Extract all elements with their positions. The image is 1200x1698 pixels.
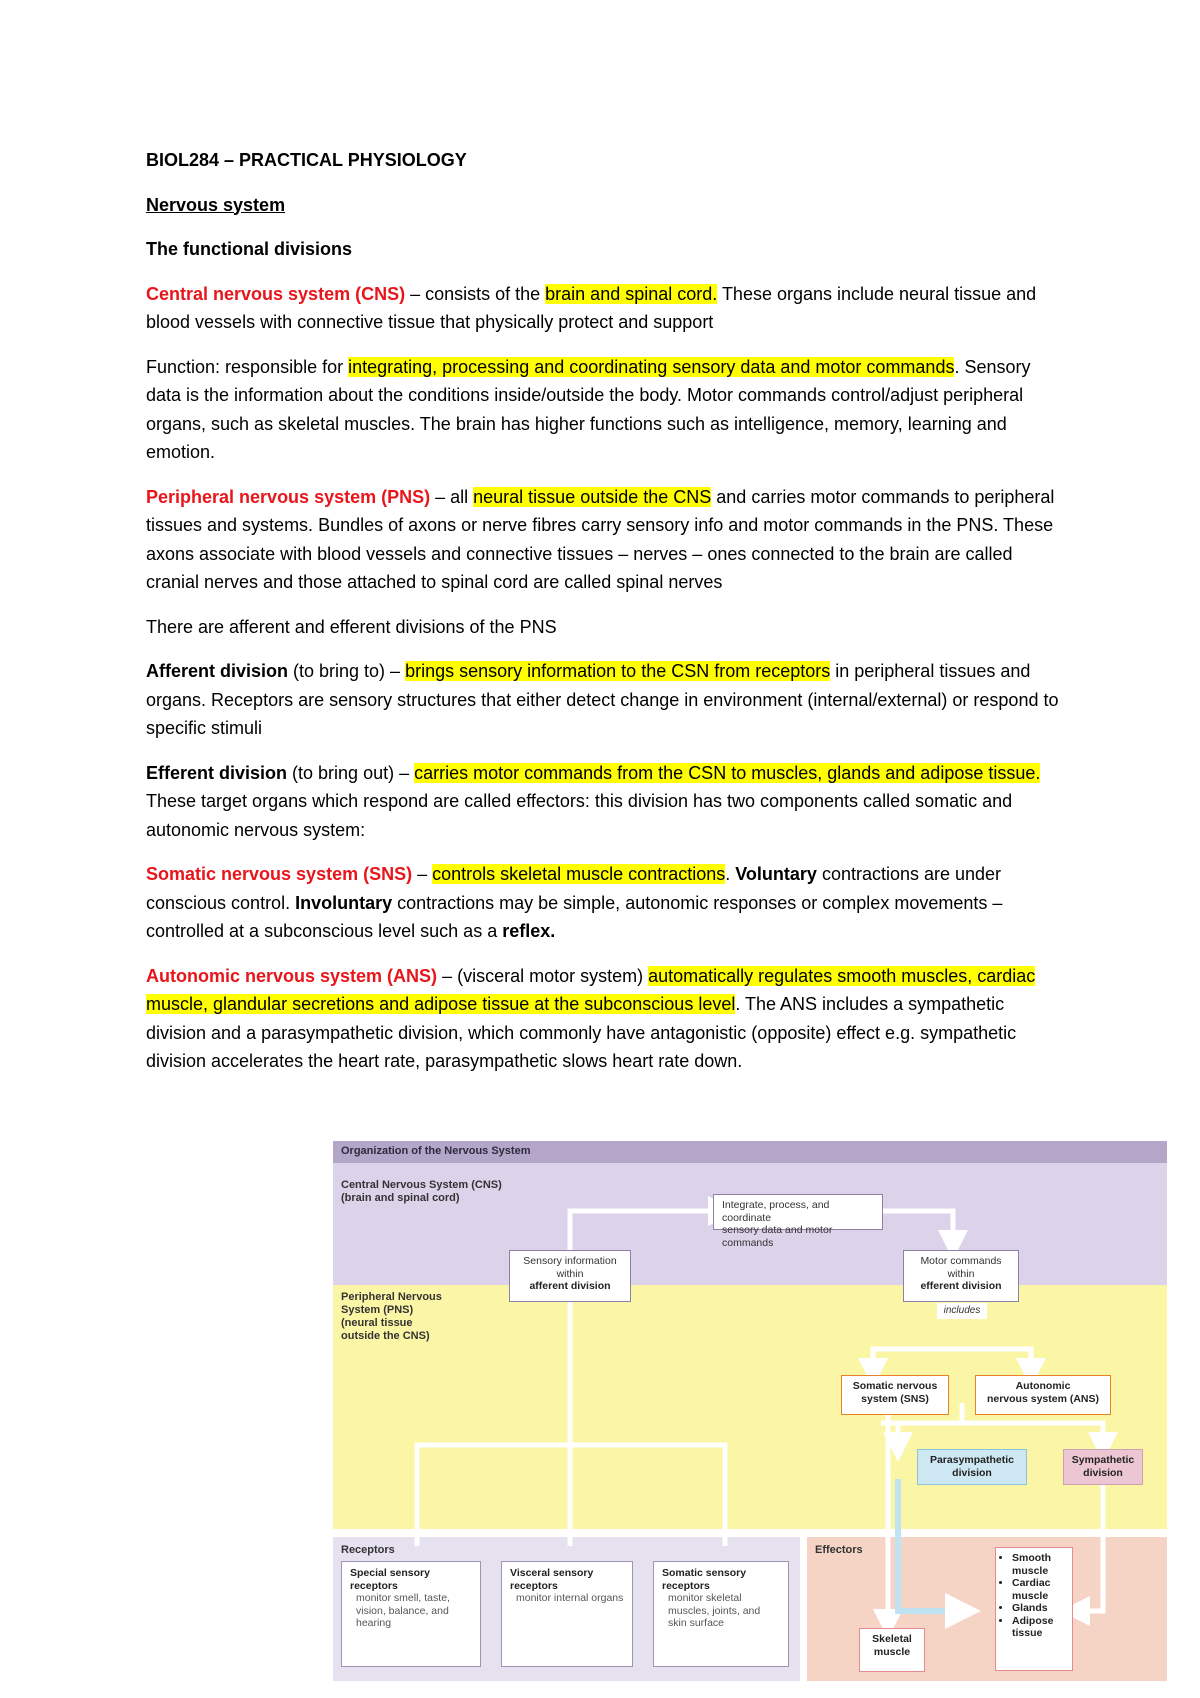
visceral-title-line-2: receptors: [510, 1579, 558, 1592]
effectors-label: Effectors: [815, 1544, 863, 1556]
integrate-line-1: Integrate, process, and coordinate: [722, 1199, 830, 1224]
skeletal-line-1: Skeletal: [872, 1633, 912, 1645]
effectors-list: [1002, 1552, 1066, 1640]
special-desc: monitor smell, taste, vision, balance, and hearing: [356, 1592, 450, 1629]
sensory-line-2: within: [556, 1267, 584, 1280]
sym-line-2: division: [1083, 1466, 1123, 1479]
paragraph-cns: Central nervous system (CNS) – consists of the brain and spinal cord. These organs include neural tissue and blood vessels with connective tissue that physically protect and support: [146, 283, 1037, 332]
effectors-list-box: [995, 1547, 1073, 1671]
somatic-ns-box: [841, 1375, 949, 1415]
subsection-title: The functional divisions: [146, 239, 353, 259]
cns-label: [341, 1179, 502, 1205]
sympathetic-box: [1063, 1449, 1143, 1485]
parasympathetic-box: [917, 1449, 1027, 1485]
somaticr-desc: monitor skeletal muscles, joints, and skin surface: [668, 1592, 761, 1629]
paragraph-function: Function: responsible for integrating, processing and coordinating sensory data and motor commands. Sensory data is the information about the conditions inside/outside the body. Motor commands control/adjust peripheral organs, such as skeletal muscles. The brain has higher functions such as intelligence, memory, learning and emotion.: [146, 356, 1031, 462]
visceral-desc: monitor internal organs: [516, 1592, 624, 1604]
integrate-line-2: sensory data and motor commands: [722, 1224, 833, 1249]
special-title-line-2: receptors: [350, 1579, 398, 1592]
sym-line-1: Sympathetic: [1071, 1454, 1135, 1466]
special-title-line-1: Special sensory: [350, 1567, 430, 1579]
skeletal-muscle-box: [859, 1628, 925, 1672]
sensory-line-1: Sensory information: [523, 1255, 617, 1267]
somaticr-title-line-2: receptors: [662, 1579, 710, 1592]
parasym-line-2: division: [952, 1466, 992, 1479]
section-title: Nervous system: [146, 194, 286, 215]
diagram-title: Organization of the Nervous System: [341, 1145, 531, 1157]
pns-label-line-4: outside the CNS): [341, 1330, 430, 1342]
cns-label-line-2: (brain and spinal cord): [341, 1192, 460, 1204]
motor-commands-box: [903, 1250, 1019, 1302]
motor-line-3: efferent division: [920, 1280, 1002, 1292]
document-body: [146, 146, 1066, 1092]
paragraph-efferent: Efferent division (to bring out) – carries motor commands from the CSN to muscles, glands and adipose tissue. These target organs which respond are called effectors: this division has two components called somatic and autonomic nervous system:: [146, 762, 1041, 840]
autonomic-ns-box: [975, 1375, 1111, 1415]
paragraph-afferent: Afferent division (to bring to) – brings sensory information to the CSN from receptors in peripheral tissues and organs. Receptors are sensory structures that either detect change in environment (internal/external) or respond to specific stimuli: [146, 661, 1059, 738]
paragraph-ans: Autonomic nervous system (ANS) – (visceral motor system) automatically regulates smooth muscles, cardiac muscle, glandular secretions and adipose tissue at the subconscious level. The ANS includes a sympathetic division and a parasympathetic division, which commonly have antagonistic (opposite) effect e.g. sympathetic division accelerates the heart rate, parasympathetic slows heart rate down.: [146, 965, 1036, 1071]
skeletal-line-2: muscle: [873, 1645, 911, 1658]
effector-item: • Glands: [1012, 1602, 1066, 1615]
nervous-system-diagram: [333, 1141, 1167, 1681]
paragraph-divisions: There are afferent and efferent divisions of the PNS: [146, 616, 557, 637]
somatic-line-2: system (SNS): [861, 1392, 929, 1405]
paragraph-pns: Peripheral nervous system (PNS) – all neural tissue outside the CNS and carries motor commands to peripheral tissues and systems. Bundles of axons or nerve fibres carry sensory info and motor commands in the PNS. These axons associate with blood vessels and connective tissues – nerves – ones connected to the brain are called cranial nerves and those attached to spinal cord are called spinal nerves: [146, 486, 1055, 592]
course-title: BIOL284 – PRACTICAL PHYSIOLOGY: [146, 150, 467, 170]
cns-label-line-1: Central Nervous System (CNS): [341, 1179, 502, 1191]
includes-label: includes: [937, 1303, 987, 1319]
autonomic-line-1: Autonomic: [1015, 1380, 1071, 1392]
somatic-line-1: Somatic nervous: [852, 1380, 938, 1392]
sensory-line-3: afferent division: [529, 1280, 611, 1292]
special-receptors-box: [341, 1561, 481, 1667]
pns-label: [341, 1291, 442, 1343]
parasym-line-1: Parasympathetic: [929, 1454, 1015, 1466]
integrate-box: [713, 1194, 883, 1249]
paragraph-sns: Somatic nervous system (SNS) – controls skeletal muscle contractions. Voluntary contractions are under conscious control. Involuntary contractions may be simple, autonomic responses or complex movements – controlled at a subconscious level such as a reflex.: [146, 864, 1003, 941]
somaticr-title-line-1: Somatic sensory: [662, 1567, 747, 1579]
motor-line-1: Motor commands: [920, 1255, 1002, 1267]
pns-label-line-3: (neural tissue: [341, 1317, 413, 1329]
receptors-label: Receptors: [341, 1544, 395, 1556]
visceral-title-line-1: Visceral sensory: [510, 1567, 594, 1579]
effector-item: • Cardiac muscle: [1012, 1577, 1066, 1602]
effector-item: • Smooth muscle: [1012, 1552, 1066, 1577]
pns-label-line-1: Peripheral Nervous: [341, 1291, 442, 1303]
visceral-receptors-box: [501, 1561, 633, 1667]
autonomic-line-2: nervous system (ANS): [986, 1392, 1100, 1405]
somatic-receptors-box: [653, 1561, 789, 1667]
sensory-info-box: [509, 1250, 631, 1302]
pns-label-line-2: System (PNS): [341, 1304, 414, 1316]
motor-line-2: within: [947, 1267, 975, 1280]
effector-item: • Adipose tissue: [1012, 1615, 1066, 1640]
